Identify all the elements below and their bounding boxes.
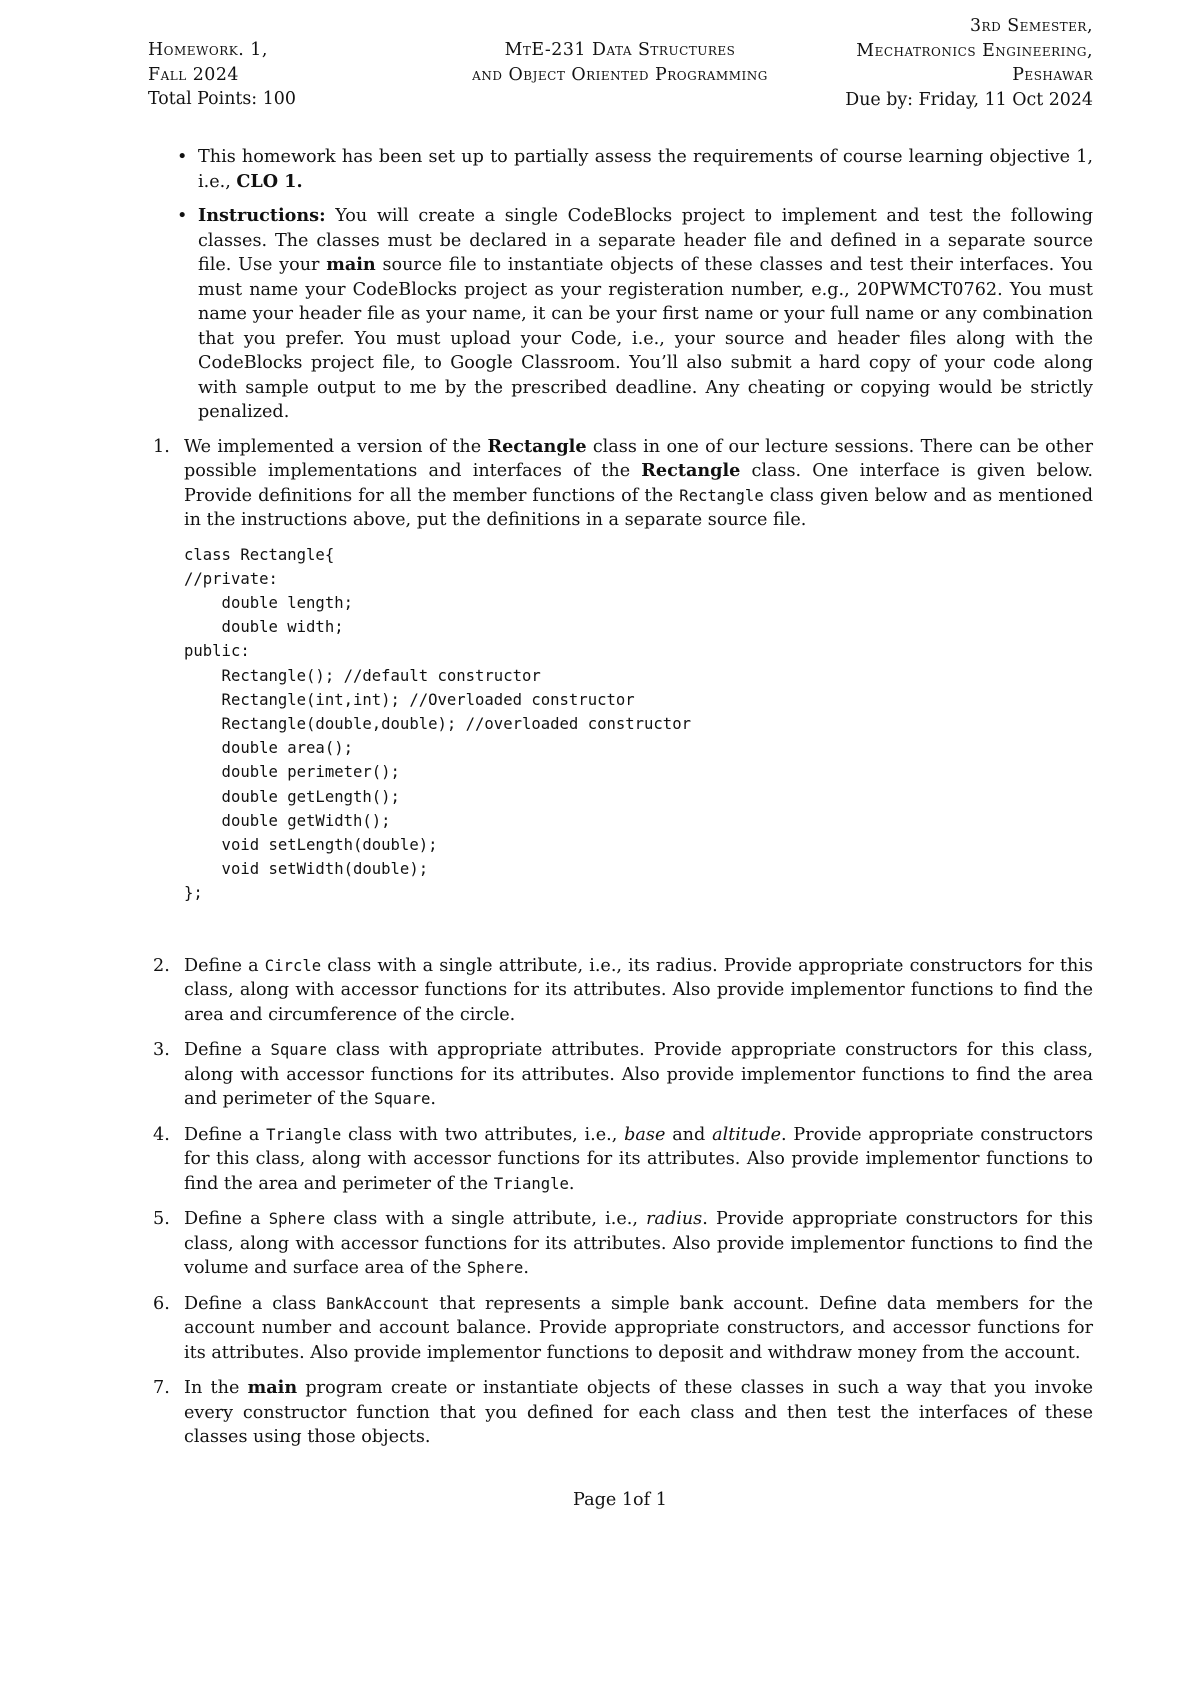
department: Mechatronics Engineering, [856, 40, 1093, 61]
homework-number: Homework. 1, [148, 40, 268, 60]
page-number: Page 1of 1 [573, 1490, 667, 1510]
task-number: 6. [153, 1293, 170, 1314]
header-right [845, 14, 1093, 112]
task-number: 4. [153, 1124, 170, 1145]
task-4: 4. Define a Triangle class with two attributes, i.e., base and altitude. Provide appropriate constructors for this class, along with accessor functions for its attributes. Also provide implementor functions to find the area and perimeter of the Triangle. [153, 1124, 1093, 1194]
clo-label: CLO 1 [236, 170, 297, 192]
task-5: 5. Define a Sphere class with a single attribute, i.e., radius. Provide appropriate constructors for this class, along with accessor functions for its attributes. Also provide implementor functions to find the volume and surface area of the Sphere. [153, 1209, 1093, 1279]
task-3: 3. Define a Square class with appropriate attributes. Provide appropriate constructors for this class, along with accessor functions for its attributes. Also provide implementor functions to find the area and perimeter of the Square. [153, 1040, 1093, 1110]
clo-bullet: • This homework has been set up to partially assess the requirements of course learning objective 1, i.e., CLO 1. [177, 147, 1093, 192]
rectangle-class-listing: class Rectangle{ //private: double length; double width; public: Rectangle(); //default constructor Rectangle(int,int); //Overloaded constructor Rectangle(double,double); //overloaded constructor double area(); double perimeter(); double getLength(); double getWidth(); void setLength(double); void setWidth(double); }; [184, 545, 691, 903]
task-2: 2. Define a Circle class with a single attribute, i.e., its radius. Provide appropriate constructors for this class, along with accessor functions for its attributes. Also provide implementor functions to find the area and circumference of the circle. [153, 955, 1094, 1025]
bullet-icon: • [177, 206, 188, 226]
task-7: 7. In the main program create or instantiate objects of these classes in such a way that you invoke every constructor function that you defined for each class and then test the interfaces of these classes using those objects. [153, 1377, 1094, 1448]
bullet-icon: • [177, 147, 188, 167]
semester: 3rd Semester, [969, 16, 1093, 36]
task-number: 7. [153, 1378, 170, 1399]
task-number: 1. [153, 436, 170, 457]
header-left [148, 38, 296, 112]
course-title: MtE-231 Data Structures [504, 40, 736, 60]
campus: Peshawar [1012, 65, 1093, 85]
task-1 [148, 435, 1093, 906]
due-date: Due by: Friday, 11 Oct 2024 [845, 89, 1093, 110]
task-number: 5. [153, 1209, 170, 1230]
homework-body [148, 145, 1093, 1461]
intro-bullets [148, 145, 1093, 425]
instructions-bullet: • Instructions: You will create a single CodeBlocks project to implement and test the following classes. The classes must be declared in a separate header file and defined in a separate source file. Use your main source file to instantiate objects of these classes and test their interfaces. You must name your CodeBlocks project as your registeration number, e.g., 20PWMCT0762. You must name your header file as your name, it can be your first name or your full name or any combination that you prefer. You must upload your Code, i.e., your source and header files along with the CodeBlocks project file, to Google Classroom. You’ll also submit a hard copy of your code along with sample output to me by the prescribed deadline. Any cheating or copying would be strictly penalized. [177, 205, 1093, 422]
total-points: Total Points: 100 [148, 89, 296, 109]
term: Fall 2024 [148, 64, 239, 85]
course-subtitle: and Object Oriented Programming [472, 64, 768, 85]
page-header [148, 14, 1093, 118]
task-text: We implemented a version of the Rectangle class in one of our lecture sessions. There can be other possible implementations and interfaces of the Rectangle class. One interface is given below. Provide definitions for all the member functions of the Rectangle class given below and as mentioned in the instructions above, put the definitions in a separate source file. [184, 435, 1093, 530]
task-6: 6. Define a class BankAccount that represents a simple bank account. Define data members for the account number and account balance. Provide appropriate constructors, and accessor functions for its attributes. Also provide implementor functions to deposit and withdraw money from the account. [153, 1293, 1093, 1363]
task-number: 2. [153, 955, 170, 976]
instructions-label: Instructions: [198, 205, 326, 226]
header-middle [410, 38, 830, 87]
task-number: 3. [153, 1040, 170, 1061]
task-list [148, 435, 1093, 1450]
